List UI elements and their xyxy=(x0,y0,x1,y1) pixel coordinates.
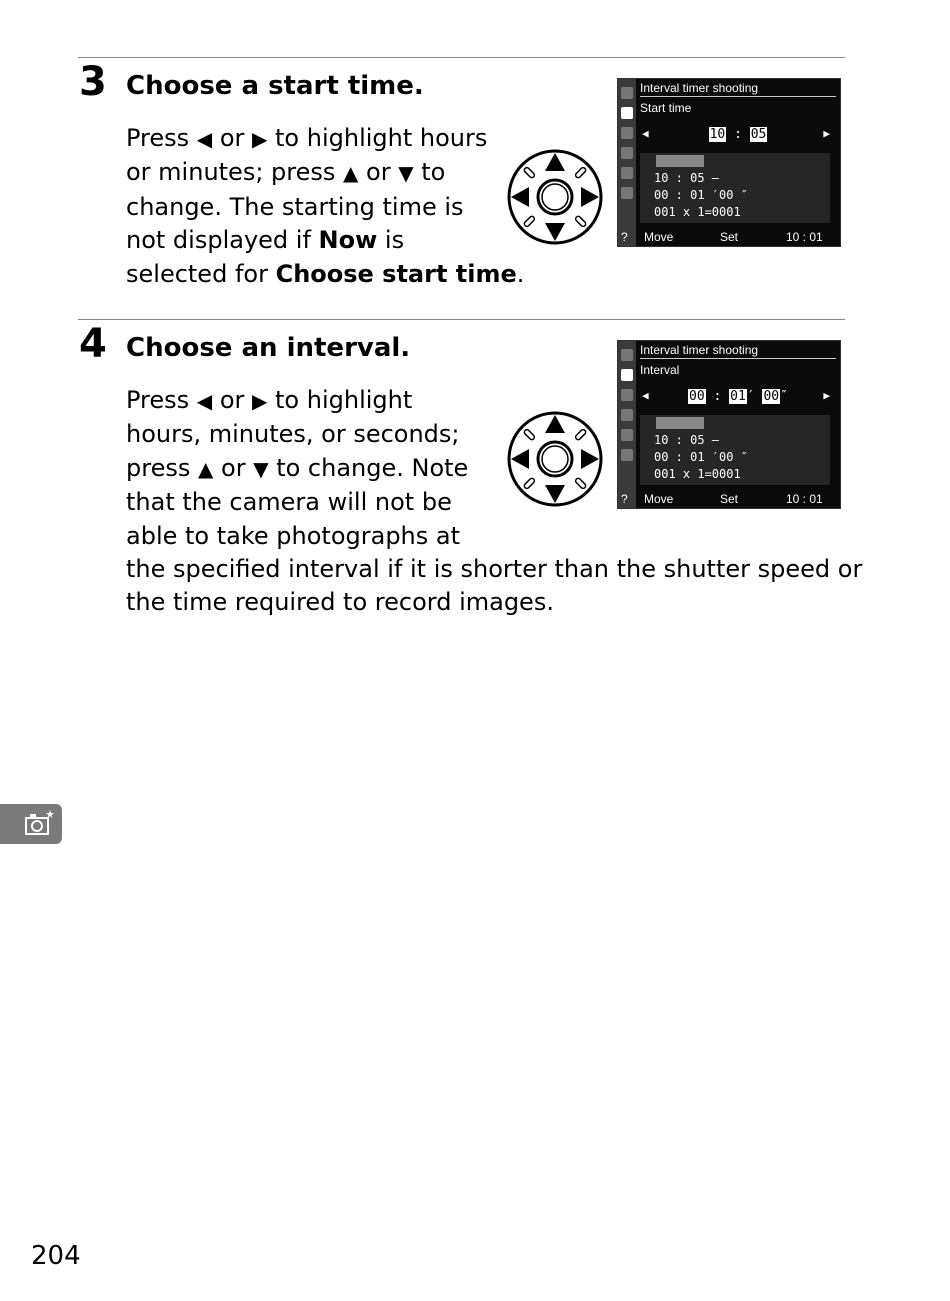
camera-screen-start-time xyxy=(617,78,841,247)
setup-tab-icon xyxy=(621,147,633,159)
right-arrow-icon: ▶ xyxy=(252,389,268,413)
playback-tab-icon xyxy=(621,87,633,99)
custom-tab-icon xyxy=(621,127,633,139)
info-start-time: 10 : 05 – xyxy=(654,171,720,185)
right-arrow-icon: ▶ xyxy=(252,127,268,151)
footer-set: Set xyxy=(720,230,739,244)
screen-footer xyxy=(618,491,840,507)
step-number-4: 4 xyxy=(79,321,107,367)
step-title-4: Choose an interval. xyxy=(126,333,411,363)
info-interval: 00 : 01 ′00 ″ xyxy=(654,188,748,202)
camera-screen-interval xyxy=(617,340,841,509)
text-line: Press ◀ or ▶ to highlight xyxy=(126,386,413,414)
down-arrow-icon: ▼ xyxy=(253,456,269,481)
step-3-text xyxy=(126,122,524,291)
footer-move: Move xyxy=(644,492,674,506)
shooting-menu-tab-icon xyxy=(20,804,60,844)
multi-selector-icon xyxy=(507,411,603,507)
page-number: 204 xyxy=(31,1241,81,1271)
right-arrow-icon: ▶ xyxy=(823,389,830,402)
shooting-tab-icon xyxy=(621,107,633,119)
up-arrow-icon: ▲ xyxy=(197,456,214,481)
mode-indicator xyxy=(656,155,704,167)
text-line: press ▲ or ▼ to change. Note xyxy=(126,453,469,482)
divider-top xyxy=(78,57,845,58)
shooting-tab-icon xyxy=(621,369,633,381)
divider-middle xyxy=(78,319,845,320)
up-arrow-icon: ▲ xyxy=(343,161,359,186)
footer-move: Move xyxy=(644,230,674,244)
menu-tab-column xyxy=(618,79,636,246)
info-shots: 001 x 1=0001 xyxy=(654,205,741,219)
custom-tab-icon xyxy=(621,389,633,401)
setup-tab-icon xyxy=(621,409,633,421)
text-line: change. The starting time is xyxy=(126,192,464,221)
mode-indicator xyxy=(656,417,704,429)
screen-subtitle: Interval xyxy=(640,363,680,377)
recent-tab-icon xyxy=(621,187,633,199)
screen-footer xyxy=(618,229,840,245)
left-arrow-icon: ◀ xyxy=(642,389,649,402)
text-line: able to take photographs at xyxy=(126,521,461,550)
recent-tab-icon xyxy=(621,449,633,461)
right-arrow-icon: ▶ xyxy=(823,127,830,140)
footer-clock: 10 : 01 xyxy=(786,230,823,244)
text-line: Press ◀ or ▶ to highlight hours xyxy=(126,124,488,152)
text-line: hours, minutes, or seconds; xyxy=(126,420,460,449)
screen-header: Interval timer shooting xyxy=(640,81,836,97)
info-start-time: 10 : 05 – xyxy=(654,433,720,447)
retouch-tab-icon xyxy=(621,167,633,179)
left-arrow-icon: ◀ xyxy=(642,127,649,140)
interval-setting-row xyxy=(640,385,836,411)
info-panel xyxy=(640,153,830,223)
text-line: the time required to record images. xyxy=(126,588,554,617)
text-line: or minutes; press ▲ or ▼ to xyxy=(126,158,446,187)
screen-header: Interval timer shooting xyxy=(640,343,836,359)
text-line: not displayed if Now is xyxy=(126,226,405,255)
step-title-3: Choose a start time. xyxy=(126,71,424,101)
footer-clock: 10 : 01 xyxy=(786,492,823,506)
step-number-3: 3 xyxy=(79,59,107,105)
left-arrow-icon: ◀ xyxy=(196,389,213,413)
screen-subtitle: Start time xyxy=(640,101,692,115)
multi-selector-icon xyxy=(507,149,603,245)
retouch-tab-icon xyxy=(621,429,633,441)
text-line: selected for Choose start time. xyxy=(126,259,525,288)
menu-tab-column xyxy=(618,341,636,508)
info-panel xyxy=(640,415,830,485)
playback-tab-icon xyxy=(621,349,633,361)
info-shots: 001 x 1=0001 xyxy=(654,467,741,481)
time-value: 10 : 05 xyxy=(709,127,767,142)
left-arrow-icon: ◀ xyxy=(196,127,213,151)
help-icon: ? xyxy=(621,230,628,244)
footer-set: Set xyxy=(720,492,739,506)
text-line: that the camera will not be xyxy=(126,488,452,517)
shooting-menu-tab xyxy=(0,804,62,844)
text-line: the specified interval if it is shorter than the shutter speed or xyxy=(126,555,863,584)
time-setting-row xyxy=(640,123,836,149)
interval-value: 00 : 01′ 00″ xyxy=(689,389,788,404)
down-arrow-icon: ▼ xyxy=(398,161,414,186)
info-interval: 00 : 01 ′00 ″ xyxy=(654,450,748,464)
help-icon: ? xyxy=(621,492,628,506)
